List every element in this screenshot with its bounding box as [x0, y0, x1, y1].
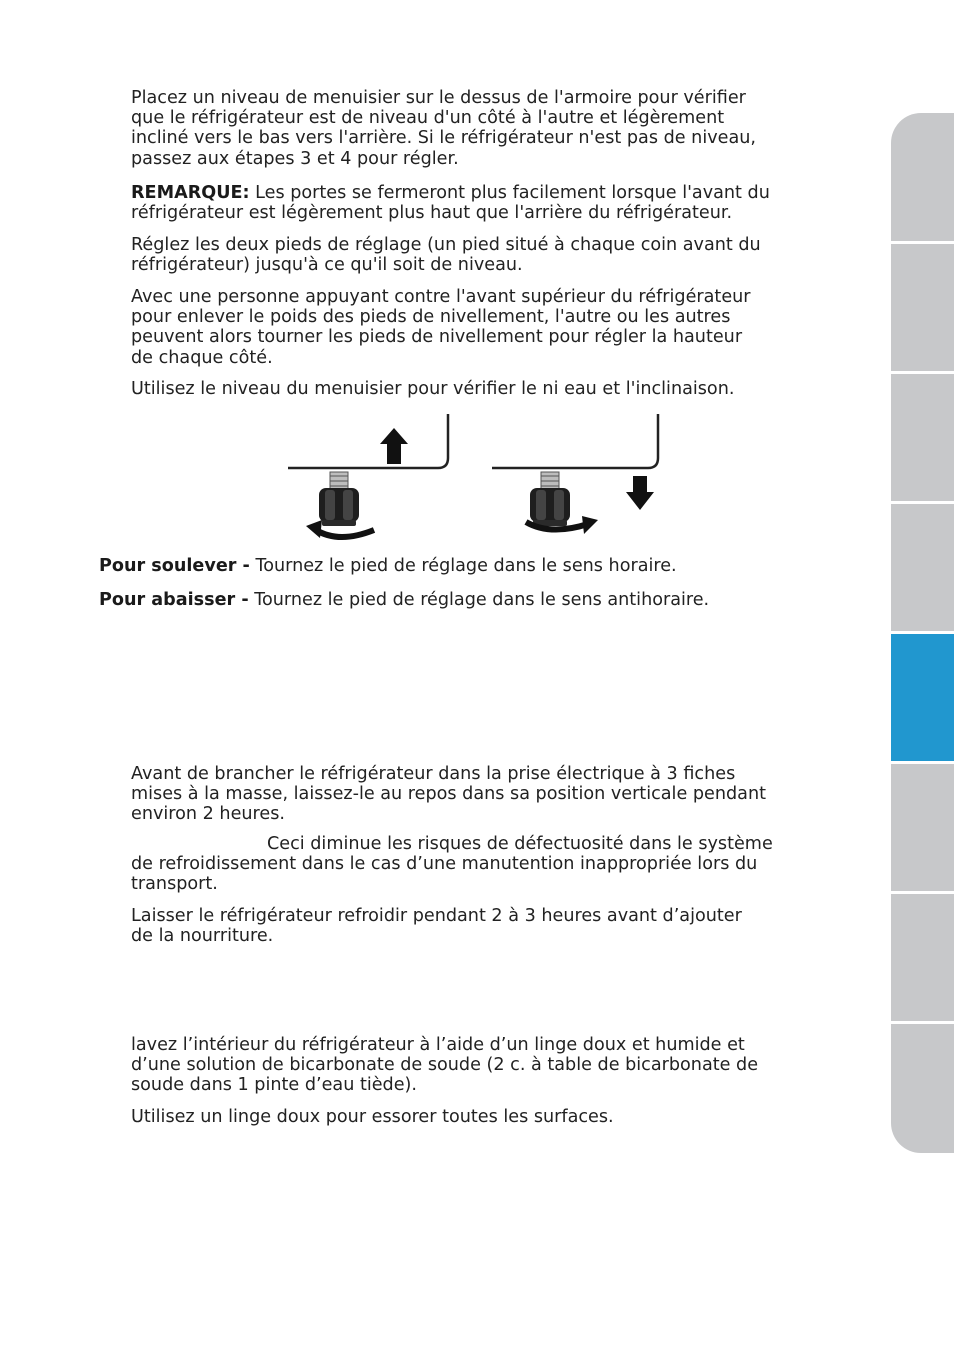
- leveling-feet-diagram: [282, 410, 672, 550]
- cleaning-step-1: lavez l’intérieur du réfrigérateur à l’aide d’un linge doux et humide et d’une solution de bicarbonate de soude (2 c. à table de bicarbonate de soude dans 1 pinte d’eau tiède).: [131, 1035, 759, 1096]
- side-tab-2[interactable]: [891, 244, 954, 371]
- arrow-up-icon: [380, 428, 408, 464]
- side-tab-1[interactable]: [891, 113, 954, 241]
- arrow-down-icon: [626, 476, 654, 510]
- lower-label: Pour abaisser -: [99, 590, 249, 610]
- note-label: REMARQUE:: [131, 183, 250, 203]
- power-step-3: Laisser le réfrigérateur refroidir pendant 2 à 3 heures avant d’ajouter de la nourriture.: [131, 906, 742, 947]
- leveling-foot-right-icon: [530, 472, 570, 526]
- leveling-step-3: Réglez les deux pieds de réglage (un pied situé à chaque coin avant du réfrigérateur) jusqu'à ce qu'il soit de niveau.: [131, 235, 761, 276]
- side-tab-4[interactable]: [891, 504, 954, 631]
- side-tabs: [891, 113, 954, 1153]
- lower-instruction: Pour abaisser - Tournez le pied de réglage dans le sens antihoraire.: [99, 590, 710, 610]
- side-tab-8[interactable]: [891, 1024, 954, 1153]
- side-tab-5-active[interactable]: [891, 634, 954, 761]
- side-tab-6[interactable]: [891, 764, 954, 891]
- power-step-1: Avant de brancher le réfrigérateur dans la prise électrique à 3 fiches mises à la masse, laissez-le au repos dans sa position verticale pendant environ 2 heures.: [131, 764, 766, 825]
- leveling-step-5: Utilisez le niveau du menuisier pour vérifier le ni eau et l'inclinaison.: [131, 379, 735, 399]
- raise-label: Pour soulever -: [99, 556, 250, 576]
- leveling-step-1: Placez un niveau de menuisier sur le dessus de l'armoire pour vérifier que le réfrigérateur est de niveau d'un côté à l'autre et légèrement incliné vers le bas vers l'arrière. Si le réfrigérateur n'est pas de niveau, passez aux étapes 3 et 4 pour régler.: [131, 88, 756, 169]
- cleaning-step-2: Utilisez un linge doux pour essorer toutes les surfaces.: [131, 1107, 614, 1127]
- leveling-foot-left-icon: [319, 472, 359, 526]
- leveling-note: REMARQUE: Les portes se fermeront plus facilement lorsque l'avant du réfrigérateur est légèrement plus haut que l'arrière du réfrigérateur.: [131, 183, 770, 224]
- power-step-2: Ceci diminue les risques de défectuosité dans le système de refroidissement dans le cas d’une manutention inappropriée lors du transport.: [131, 834, 773, 895]
- side-tab-3[interactable]: [891, 374, 954, 501]
- raise-instruction: Pour soulever - Tournez le pied de réglage dans le sens horaire.: [99, 556, 677, 576]
- leveling-step-4: Avec une personne appuyant contre l'avant supérieur du réfrigérateur pour enlever le poids des pieds de nivellement, l'autre ou les autres peuvent alors tourner les pieds de nivellement pour régler la hauteur de chaque côté.: [131, 287, 751, 368]
- side-tab-7[interactable]: [891, 894, 954, 1021]
